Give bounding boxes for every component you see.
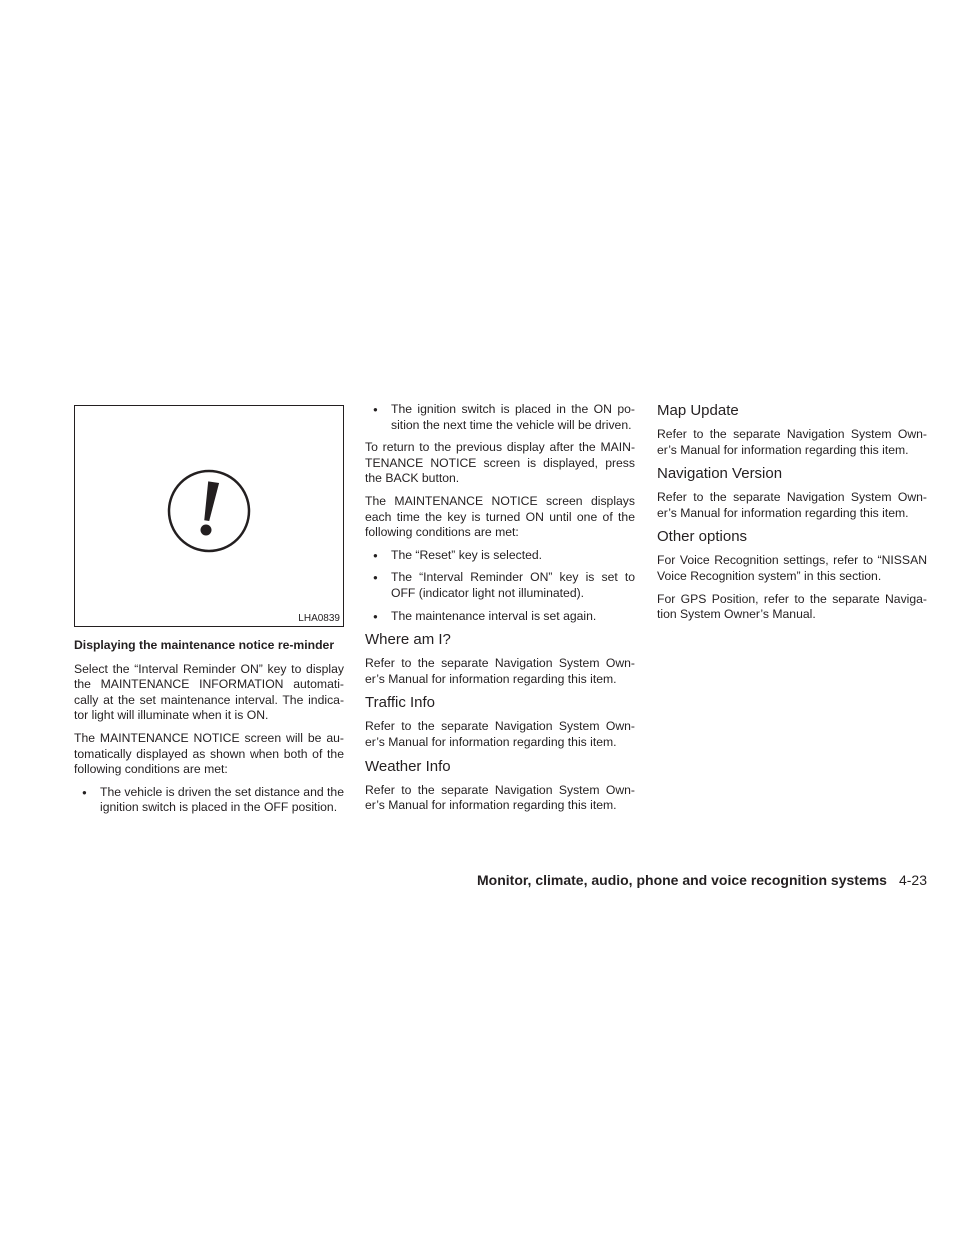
bullet-list bbox=[365, 402, 635, 433]
exclamation-icon bbox=[166, 468, 252, 554]
paragraph: The MAINTENANCE NOTICE screen displays each time the key is turned ON until one of the following conditions are met: bbox=[365, 493, 635, 540]
paragraph: Refer to the separate Navigation System Own-er’s Manual for information regarding this item. bbox=[657, 427, 927, 457]
page-footer bbox=[477, 871, 927, 889]
list-item: ● The “Reset” key is selected. bbox=[365, 548, 635, 564]
paragraph: For GPS Position, refer to the separate Naviga-tion System Owner’s Manual. bbox=[657, 591, 927, 622]
figure-label: LHA0839 bbox=[298, 613, 340, 624]
maintenance-notice-figure bbox=[74, 405, 344, 627]
section-heading-other-options: Other options bbox=[657, 528, 748, 546]
bullet-list bbox=[365, 548, 635, 624]
section-heading-navigation-version: Navigation Version bbox=[657, 465, 783, 483]
paragraph: The MAINTENANCE NOTICE screen will be au-tomatically displayed as shown when both of the following conditions are met: bbox=[74, 730, 344, 777]
list-item: ● The ignition switch is placed in the ON po-sition the next time the vehicle will be driven. bbox=[365, 402, 635, 433]
paragraph: Refer to the separate Navigation System Own-er’s Manual for information regarding this item. bbox=[365, 782, 635, 813]
middle-column bbox=[365, 402, 635, 821]
section-heading-weather-info: Weather Info bbox=[365, 757, 451, 775]
right-column bbox=[657, 402, 927, 630]
figure-caption: Displaying the maintenance notice re-minder bbox=[74, 638, 335, 652]
paragraph: For Voice Recognition settings, refer to “NISSAN Voice Recognition system” in this section. bbox=[657, 553, 927, 583]
section-heading-traffic-info: Traffic Info bbox=[365, 694, 436, 712]
paragraph: Refer to the separate Navigation System Own-er’s Manual for information regarding this item. bbox=[365, 656, 635, 686]
section-heading-where-am-i: Where am I? bbox=[365, 631, 451, 649]
page-number: 4-23 bbox=[898, 872, 927, 888]
paragraph: Refer to the separate Navigation System Own-er’s Manual for information regarding this item. bbox=[657, 490, 927, 520]
paragraph: To return to the previous display after the MAIN-TENANCE NOTICE screen is displayed, press the BACK button. bbox=[365, 440, 635, 486]
list-item: ● The maintenance interval is set again. bbox=[365, 609, 635, 625]
paragraph: Select the “Interval Reminder ON” key to display the MAINTENANCE INFORMATION automati-cally at the set maintenance interval. The indica-tor light will illuminate when it is ON. bbox=[74, 661, 344, 723]
paragraph: Refer to the separate Navigation System Own-er’s Manual for information regarding this item. bbox=[365, 719, 635, 749]
list-item: ● The vehicle is driven the set distance and the ignition switch is placed in the OFF position. bbox=[74, 785, 344, 816]
footer-chapter-title: Monitor, climate, audio, phone and voice recognition systems bbox=[477, 872, 887, 888]
section-heading-map-update: Map Update bbox=[657, 402, 739, 419]
bullet-list bbox=[74, 785, 344, 816]
list-item: ● The “Interval Reminder ON” key is set to OFF (indicator light not illuminated). bbox=[365, 570, 635, 601]
left-column bbox=[74, 405, 344, 823]
